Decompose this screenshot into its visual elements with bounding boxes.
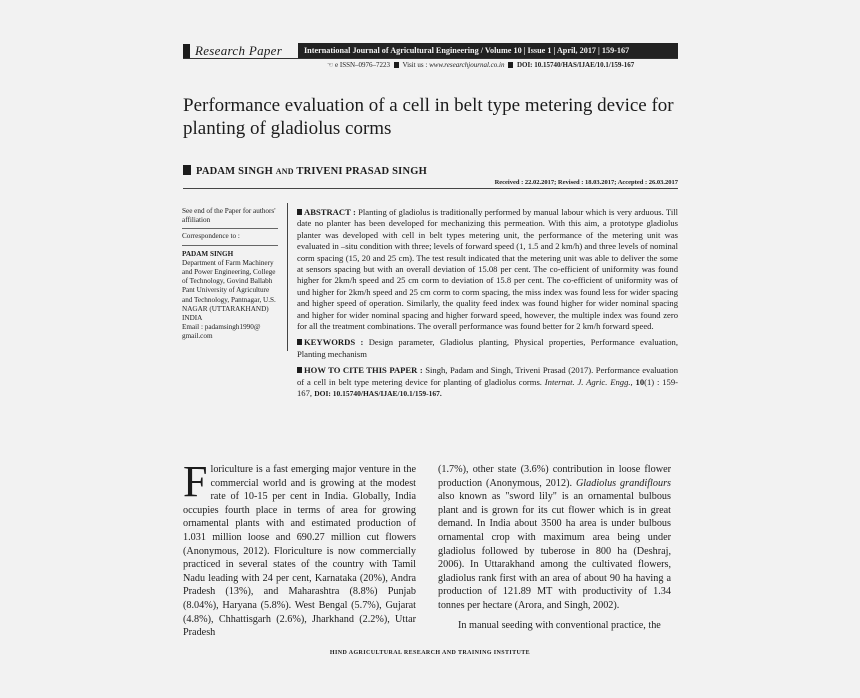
body-paragraph: loriculture is a fast emerging major venture in the commercial world and is growing at the modest rate of 10-15 per cent in India. Globally, India occupies fourth place in terms of area for growing ornamental plants with and estimated production of 1.031 million loose and 690.27 million cut flowers (Anonymous, 2012). Floriculture is now commercially practiced in several states of the country with Tamil Nadu leading with 24 per cent, Karnataka (20%), Andra Pradesh (13%), and Maharashtra (8.8%) Punjab (8.04%), Haryana (5.8%). West Bengal (5.7%), Gujarat (4.8%), Chhattisgarh (2.6%), Jharkhand (2.2%), Uttar Pradesh (183, 464, 416, 639)
square-bullet-icon (508, 62, 513, 68)
pointer-icon: ☜ (327, 61, 334, 69)
citation-text: Singh, Padam and Singh, Triveni Prasad (2017). Performance evaluation of a cell in belt type metering device for planting of gladiolus corms. (297, 365, 678, 387)
author-line (183, 165, 427, 177)
correspondence-label: Correspondence to : (182, 232, 240, 241)
column-divider (287, 203, 288, 351)
correspondent-email: Email : padamsingh1990@ gmail.com (182, 323, 261, 341)
drop-cap: F (183, 457, 208, 506)
keywords-block (297, 337, 678, 360)
citation-label: HOW TO CITE THIS PAPER : (304, 365, 423, 376)
square-bullet-icon (297, 209, 302, 215)
author-conjunction: AND (275, 167, 294, 176)
body-text: (1.7%), other state (3.6%) contribution in loose flower production (Anonymous, 2012). (438, 464, 671, 489)
journal-website-link[interactable]: www.researchjournal.co.in (429, 61, 505, 69)
body-paragraph: In manual seeding with conventional practice, the (458, 619, 661, 631)
keywords-label: KEYWORDS : (304, 337, 364, 348)
correspondent-name: PADAM SINGH (182, 249, 234, 258)
visit-label: Visit us : (402, 61, 428, 69)
keywords-text: Design parameter, Gladiolus planting, Physical properties, Performance evaluation, Planting mechanism (297, 337, 678, 359)
section-label: Research Paper (195, 43, 283, 58)
publisher-footer: HIND AGRICULTURAL RESEARCH AND TRAINING INSTITUTE (329, 650, 531, 656)
body-paragraph (438, 463, 671, 613)
header-rule (183, 58, 678, 59)
author-2: TRIVENI PRASAD SINGH (296, 166, 427, 177)
citation-doi: DOI: 10.15740/HAS/IJAE/10.1/159-167. (314, 389, 442, 399)
sidebar-divider (182, 228, 278, 229)
received-dates: Received : 22.02.2017; Revised : 18.03.2017; Accepted : 26.03.2017 (494, 179, 678, 186)
journal-banner: International Journal of Agricultural Engineering / Volume 10 | Issue 1 | April, 2017 | 159-167 (298, 43, 678, 58)
author-1: PADAM SINGH (196, 166, 273, 177)
square-bullet-icon (297, 339, 302, 345)
section-marker-icon (183, 44, 190, 58)
title-rule (183, 188, 678, 189)
citation-journal: Internat. J. Agric. Engg., (544, 376, 633, 387)
abstract-block (297, 207, 678, 332)
abstract-label: ABSTRACT : (304, 207, 356, 217)
abstract-panel (297, 207, 678, 405)
see-end-note: See end of the Paper for authors' affiliation (182, 207, 276, 225)
issn: e ISSN–0976–7223 (335, 61, 391, 69)
body-text: also known as "sword lily" is an ornamental bulbous plant and is grown for its cut flower which is in great demand. In India about 3500 ha area is under bulbous ornamental crop with maximum area being under gladiolus followed by tuberose in 800 ha (Deshraj, 2006). In Uttarakhand among the cultivated flowers, gladiolus rank first with an area of about 90 ha having a production of 121.89 MT with productivity of 1.34 tonnes per hectare (Arora, and Singh, 2002). (438, 491, 671, 611)
header-subline (327, 61, 634, 69)
paper-title: Performance evaluation of a cell in belt type metering device for planting of gladiolus corms (183, 95, 674, 139)
correspondent-affiliation: Department of Farm Machinery and Power Engineering, College of Technology, Govind Ballabh Pant University of Agriculture and Technology, Pantnagar, U.S. NAGAR (UTTARAKHAND) INDIA (182, 258, 276, 323)
species-name: Gladiolus grandiflours (575, 477, 672, 489)
abstract-text: Planting of gladiolus is traditionally performed by manual labour which is very arduous. Till date no planter has been developed for mechanizing this permeation. With this aim, a prototype gladiolus planter was developed with cell in belt types metering unit, the performance of the metering unit was evaluated in –situ condition with three; levels of forward speed (1, 1.5 and 2 km/h) and three levels of nominal corm spacing (15, 20 and 25 cm). The test result indicated that the metering unit was able to deliver the some at sensors spacing but with an overall deviation of 15.08 per cent. The co-efficient of uniformity was found higher for 2km/h speed and 25 cm corm to deviation of 15.8 per cent. The co-efficient of uniformity was of und higher for 2km/h speed and 25 cm corm to corm spacing, the miss index was found less for wider spacing and higher speed of operation. Similarly, the quality feed index was found higher for wider nominal spacing and higher for wider nominal spacing and higher forward speed, however, the multiple index was found zero for all the treatment combinations. The overall performance was found better for 2 km/h forward speed. (297, 207, 679, 332)
header-doi: DOI: 10.15740/HAS/IJAE/10.1/159-167 (516, 61, 635, 69)
square-bullet-icon (394, 62, 399, 68)
square-bullet-icon (183, 165, 191, 175)
square-bullet-icon (297, 367, 302, 373)
sidebar-divider (182, 245, 278, 246)
citation-issue-pages: (1) : 159-167, (297, 376, 678, 399)
body-column-left (183, 457, 416, 640)
citation-volume: 10 (635, 376, 645, 387)
body-column-right (438, 463, 671, 632)
affiliation-sidebar (182, 207, 278, 342)
citation-block (297, 365, 678, 399)
